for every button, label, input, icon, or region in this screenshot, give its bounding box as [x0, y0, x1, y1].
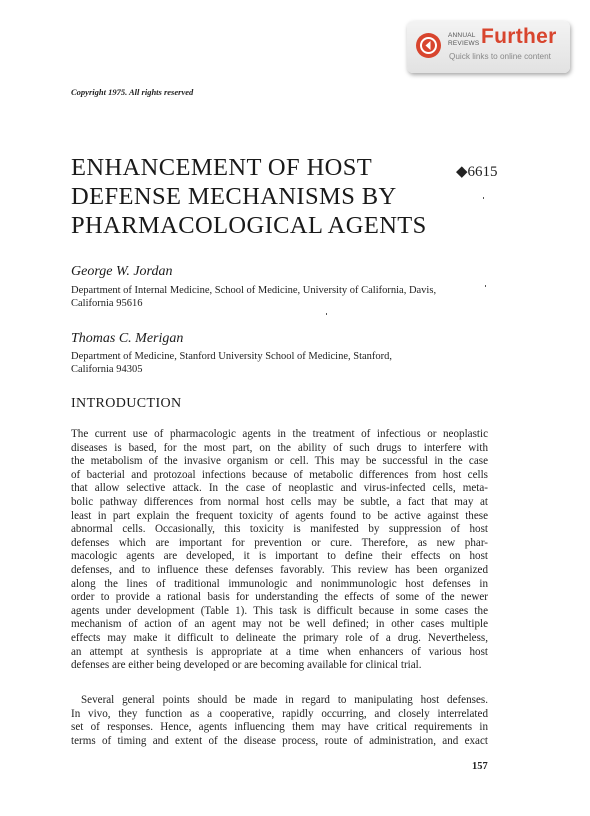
- annual-reviews-wordmark: [448, 32, 479, 47]
- paragraph-line: defenses, and to influence these defenses favorably. This review has been organized: [71, 563, 488, 576]
- introduction-paragraph: [71, 694, 488, 748]
- paragraph-line: order to provide a rational basis for understanding the effects of some of the newer: [71, 591, 488, 604]
- annual-reviews-logo-icon: [415, 32, 442, 59]
- annual-reviews-further-banner[interactable]: [407, 21, 570, 73]
- paragraph-line: mechanism of action of an agent may not be well defined; in other cases multiple: [71, 618, 488, 631]
- paragraph-line: Several general points should be made in regard to manipulating host defenses.: [81, 694, 488, 706]
- paragraph-line: terms of timing and extent of the disease process, route of administration, and exact: [71, 734, 488, 747]
- paragraph-line: The current use of pharmacologic agents in the treatment of infectious or neoplastic: [71, 428, 488, 440]
- reference-number: ◆6615: [456, 164, 498, 180]
- reviews-label: REVIEWS: [448, 39, 480, 47]
- paragraph-line: least in part explain the frequent toxicity of agents found to be active against these: [71, 509, 488, 522]
- title-line: DEFENSE MECHANISMS BY: [71, 183, 397, 210]
- page-number: 157: [472, 761, 488, 772]
- annual-label: ANNUAL: [448, 32, 476, 39]
- paragraph-line: the metabolism of the invasive organism or cell. This may be successful in the case: [71, 455, 488, 468]
- paragraph-line: defenses which are important for prevention or cure. Therefore, as new phar-: [71, 536, 488, 549]
- paragraph-line: abnormal cells. Occasionally, this toxicity is manifested by suppression of host: [71, 523, 488, 536]
- paragraph-line: agents under development (Table 1). This task is difficult because in some cases the: [71, 604, 488, 617]
- scan-speck: [483, 197, 484, 199]
- paragraph-line: of bacterial and protozoal infections because of metabolic differences from host cells: [71, 468, 488, 481]
- paragraph-line: an attempt at synthesis is appropriate at a time when enhancers of various host: [71, 645, 488, 658]
- paragraph-line: along the lines of traditional immunologic and nonimmunologic host defenses in: [71, 577, 488, 590]
- further-label: Further: [481, 25, 557, 48]
- author-name: Thomas C. Merigan: [71, 331, 184, 346]
- paragraph-line: set of responses. Hence, agents influencing them may have critical requirements in: [71, 721, 488, 734]
- paragraph-line: In vivo, they function as a cooperative, rapidly occurring, and closely interrelated: [71, 707, 488, 720]
- affiliation-line: Department of Medicine, Stanford University School of Medicine, Stanford,: [71, 351, 393, 362]
- paragraph-line: effects may make it difficult to delineate the primary role of a drug. Nevertheless,: [71, 631, 488, 644]
- scan-speck: [485, 285, 486, 287]
- paragraph-line: that allow selective attack. In the case of neoplastic and virus-infected cells, meta-: [71, 482, 488, 495]
- introduction-paragraph: [71, 428, 488, 673]
- paragraph-line: diseases is based, for the most part, on the ability of such drugs to interfere with: [71, 441, 488, 454]
- paragraph-line: bolic pathway differences from normal host cells may be subtle, a fact that may at: [71, 495, 488, 508]
- author-affiliation: [71, 351, 491, 376]
- author-name: George W. Jordan: [71, 264, 173, 279]
- section-heading: INTRODUCTION: [71, 396, 182, 411]
- paragraph-line: macologic agents are developed, it is important to define their effects on host: [71, 550, 488, 563]
- article-title: [71, 153, 431, 240]
- affiliation-line: Department of Internal Medicine, School of Medicine, University of California, Davis,: [71, 285, 437, 296]
- quick-links-label: Quick links to online content: [449, 52, 551, 61]
- title-line: ENHANCEMENT OF HOST: [71, 154, 373, 181]
- author-affiliation: [71, 285, 491, 310]
- title-line: PHARMACOLOGICAL AGENTS: [71, 212, 427, 239]
- scan-speck: [326, 313, 327, 315]
- paragraph-line: defenses are either being developed or are becoming available for clinical trial.: [71, 659, 422, 672]
- copyright-notice: Copyright 1975. All rights reserved: [71, 87, 194, 97]
- affiliation-line: California 95616: [71, 297, 143, 309]
- affiliation-line: California 94305: [71, 363, 143, 375]
